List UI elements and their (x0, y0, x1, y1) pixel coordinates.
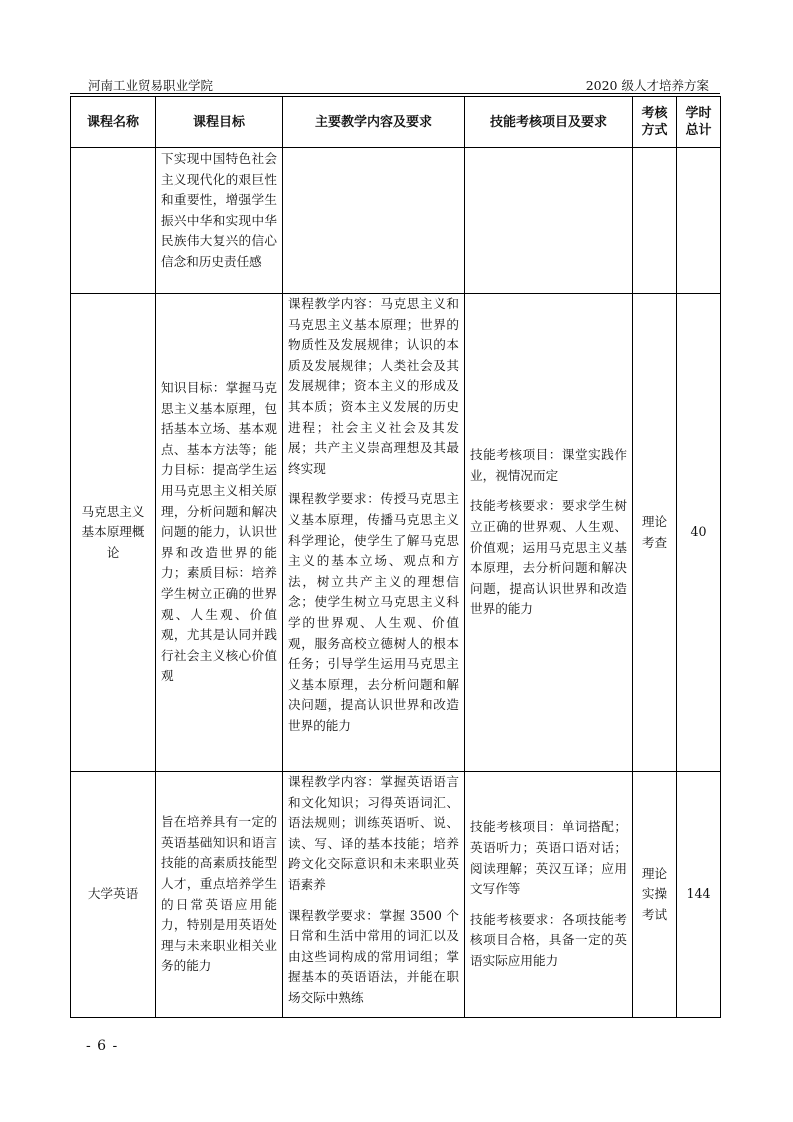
skill-cell (465, 148, 633, 294)
skill-cell (465, 294, 633, 772)
assessment-cell: 理论实操考试 (633, 772, 677, 1018)
header-school-name: 河南工业贸易职业学院 (88, 78, 214, 93)
hours-cell (677, 148, 721, 294)
col-header-assessment: 考核方式 (633, 97, 677, 148)
hours-cell: 40 (677, 294, 721, 772)
skill-cell (465, 772, 633, 1018)
hours-cell: 144 (677, 772, 721, 1018)
table-row (71, 148, 721, 294)
content-teaching-text: 课程教学内容：马克思主义和马克思主义基本原理；世界的物质性及发展规律；认识的本质及发展规律；人类社会及其发展规律；资本主义的形成及其本质；资本主义发展的历史进程；社会主义社会及其发展；共产主义崇高理想及其最终实现 (288, 296, 459, 476)
course-goal-cell: 旨在培养具有一定的英语基础知识和语言技能的高素质技能型人才，重点培养学生的日常英语应用能力，特别是用英语处理与未来职业相关业务的能力 (156, 772, 283, 1018)
course-name-cell: 大学英语 (71, 772, 156, 1018)
table-row (71, 294, 721, 772)
table-header-row (71, 97, 721, 148)
course-table (70, 96, 721, 1018)
col-header-content: 主要教学内容及要求 (283, 97, 465, 148)
col-header-course-goal: 课程目标 (156, 97, 283, 148)
course-goal-cell: 下实现中国特色社会主义现代化的艰巨性和重要性，增强学生振兴中华和实现中华民族伟大复兴的信心信念和历史责任感 (156, 148, 283, 294)
skill-item-text: 技能考核项目：单词搭配；英语听力；英语口语对话；阅读理解；英汉互译；应用文写作等 (470, 819, 627, 897)
assessment-cell (633, 148, 677, 294)
course-name-cell (71, 148, 156, 294)
content-teaching-text: 课程教学内容：掌握英语语言和文化知识；习得英语词汇、语法规则；训练英语听、说、读、写、译的基本技能；培养跨文化交际意识和未来职业英语素养 (288, 774, 459, 892)
skill-item-text: 技能考核项目：课堂实践作业，视情况而定 (470, 447, 627, 483)
col-header-course-name: 课程名称 (71, 97, 156, 148)
page-number: - 6 - (86, 1038, 119, 1054)
header-rule (70, 93, 720, 94)
header-plan-title: 2020 级人才培养方案 (585, 78, 709, 93)
skill-requirement-text: 技能考核要求：各项技能考核项目合格，具备一定的英语实际应用能力 (470, 911, 627, 968)
content-cell (283, 294, 465, 772)
content-cell (283, 148, 465, 294)
content-cell (283, 772, 465, 1018)
col-header-hours: 学时总计 (677, 97, 721, 148)
content-requirement-text: 课程教学要求：传授马克思主义基本原理，传播马克思主义科学理论，使学生了解马克思主义的基本立场、观点和方法，树立共产主义的理想信念；使学生树立马克思主义科学的世界观、人生观、价值观，服务高校立德树人的根本任务；引导学生运用马克思主义基本原理，去分析问题和解决问题，提高认识世界和改造世界的能力 (288, 491, 459, 733)
content-requirement-text: 课程教学要求：掌握 3500 个日常和生活中常用的词汇以及由这些词构成的常用词组；掌握基本的英语语法，并能在职场交际中熟练 (288, 907, 459, 1005)
course-name-cell: 马克思主义基本原理概论 (71, 294, 156, 772)
course-goal-cell: 知识目标：掌握马克思主义基本原理，包括基本立场、基本观点、基本方法等；能力目标：提高学生运用马克思主义相关原理，分析问题和解决问题的能力，认识世界和改造世界的能力；素质目标：培养学生树立正确的世界观、人生观、价值观，尤其是认同并践行社会主义核心价值观 (156, 294, 283, 772)
assessment-cell: 理论考查 (633, 294, 677, 772)
skill-requirement-text: 技能考核要求：要求学生树立正确的世界观、人生观、价值观；运用马克思主义基本原理，去分析问题和解决问题，提高认识世界和改造世界的能力 (470, 498, 627, 617)
col-header-skill: 技能考核项目及要求 (465, 97, 633, 148)
table-row (71, 772, 721, 1018)
